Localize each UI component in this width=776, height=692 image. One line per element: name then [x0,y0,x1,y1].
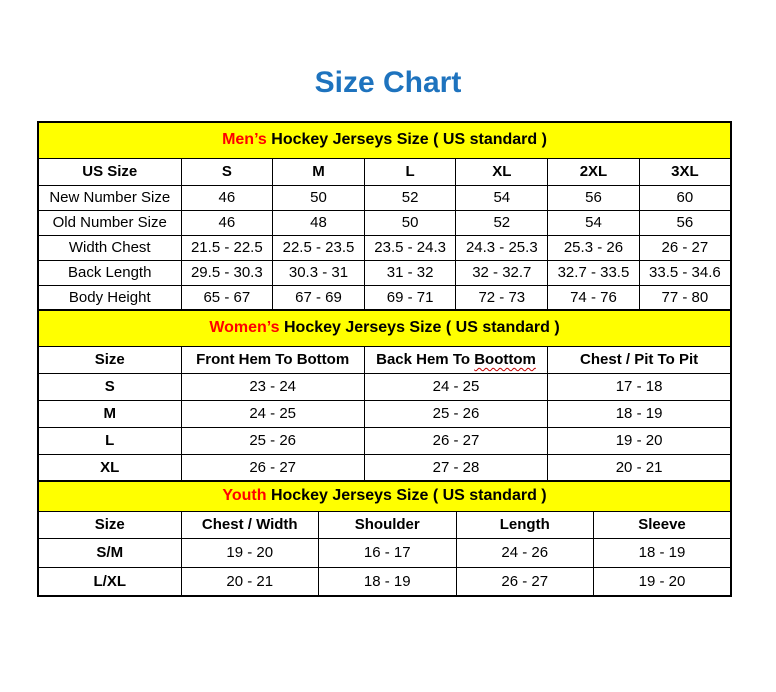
row-label: New Number Size [38,185,181,210]
cell-value: 21.5 - 22.5 [181,235,273,260]
cell-value: 32.7 - 33.5 [548,260,640,285]
column-header: Size [38,346,181,373]
column-header: 2XL [548,158,640,185]
column-header: Sleeve [594,511,732,538]
banner-highlight: Women’s [209,319,280,337]
misspelled-word: Boottom [474,351,536,368]
size-table-womens [37,309,732,482]
cell-value: 23 - 24 [181,373,364,400]
cell-value: 74 - 76 [548,285,640,310]
table-banner [38,310,731,346]
table-banner [38,481,731,511]
row-label: S/M [38,538,181,567]
row-label: L/XL [38,567,181,596]
cell-value: 26 - 27 [364,427,547,454]
row-label: Back Length [38,260,181,285]
row-label: L [38,427,181,454]
cell-value: 24.3 - 25.3 [456,235,548,260]
table-banner-row [38,481,731,511]
cell-value: 30.3 - 31 [273,260,365,285]
column-header: L [364,158,456,185]
column-header-row [38,346,731,373]
cell-value: 32 - 32.7 [456,260,548,285]
cell-value: 25 - 26 [181,427,364,454]
cell-value: 27 - 28 [364,454,547,481]
cell-value: 19 - 20 [181,538,319,567]
size-table-youth [37,480,732,597]
cell-value: 46 [181,210,273,235]
row-label: M [38,400,181,427]
table-row [38,210,731,235]
table-banner [38,122,731,158]
cell-value: 18 - 19 [319,567,457,596]
cell-value: 24 - 25 [181,400,364,427]
cell-value: 56 [639,210,731,235]
cell-value: 67 - 69 [273,285,365,310]
cell-value: 19 - 20 [548,427,731,454]
table-row [38,400,731,427]
cell-value: 31 - 32 [364,260,456,285]
table-row [38,185,731,210]
table-row [38,538,731,567]
banner-highlight: Men’s [222,131,267,149]
cell-value: 25 - 26 [364,400,547,427]
row-label: S [38,373,181,400]
banner-text: Hockey Jerseys Size ( US standard ) [279,319,560,337]
cell-value: 17 - 18 [548,373,731,400]
banner-highlight: Youth [222,487,267,505]
cell-value: 16 - 17 [319,538,457,567]
cell-value: 29.5 - 30.3 [181,260,273,285]
row-label: Body Height [38,285,181,310]
table-row [38,260,731,285]
cell-value: 18 - 19 [594,538,732,567]
cell-value: 25.3 - 26 [548,235,640,260]
cell-value: 52 [456,210,548,235]
cell-value: 48 [273,210,365,235]
row-label: Old Number Size [38,210,181,235]
table-row [38,454,731,481]
cell-value: 23.5 - 24.3 [364,235,456,260]
column-header: XL [456,158,548,185]
cell-value: 52 [364,185,456,210]
cell-value: 77 - 80 [639,285,731,310]
cell-value: 56 [548,185,640,210]
cell-value: 65 - 67 [181,285,273,310]
cell-value: 54 [456,185,548,210]
row-label: Width Chest [38,235,181,260]
cell-value: 72 - 73 [456,285,548,310]
column-header: S [181,158,273,185]
table-banner-row [38,310,731,346]
column-header: M [273,158,365,185]
cell-value: 20 - 21 [548,454,731,481]
table-row [38,567,731,596]
cell-value: 26 - 27 [456,567,594,596]
column-header-row [38,511,731,538]
cell-value: 46 [181,185,273,210]
column-header: Chest / Width [181,511,319,538]
column-header: Size [38,511,181,538]
cell-value: 60 [639,185,731,210]
cell-value: 33.5 - 34.6 [639,260,731,285]
table-row [38,285,731,310]
table-row [38,427,731,454]
table-row [38,373,731,400]
column-header: Back Hem To Boottom [364,346,547,373]
cell-value: 24 - 25 [364,373,547,400]
cell-value: 26 - 27 [639,235,731,260]
column-header: Chest / Pit To Pit [548,346,731,373]
size-table-mens [37,121,732,311]
column-header: Front Hem To Bottom [181,346,364,373]
cell-value: 18 - 19 [548,400,731,427]
column-header: 3XL [639,158,731,185]
cell-value: 50 [364,210,456,235]
banner-text: Hockey Jerseys Size ( US standard ) [266,487,547,505]
column-header: US Size [38,158,181,185]
banner-text: Hockey Jerseys Size ( US standard ) [266,131,547,149]
cell-value: 26 - 27 [181,454,364,481]
cell-value: 69 - 71 [364,285,456,310]
table-banner-row [38,122,731,158]
table-row [38,235,731,260]
column-header: Shoulder [319,511,457,538]
row-label: XL [38,454,181,481]
column-header-row [38,158,731,185]
cell-value: 24 - 26 [456,538,594,567]
column-header: Length [456,511,594,538]
cell-value: 54 [548,210,640,235]
cell-value: 50 [273,185,365,210]
cell-value: 19 - 20 [594,567,732,596]
cell-value: 20 - 21 [181,567,319,596]
cell-value: 22.5 - 23.5 [273,235,365,260]
page-title: Size Chart [314,66,462,99]
size-chart-tables [37,121,734,597]
